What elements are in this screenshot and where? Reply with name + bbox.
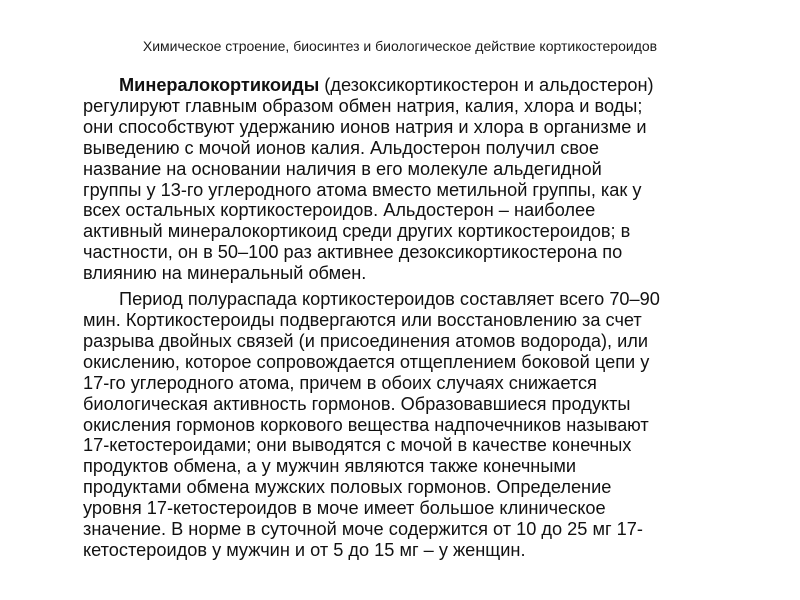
- paragraph-mineralocorticoids: [83, 75, 761, 284]
- slide-body: [83, 75, 761, 561]
- line-text: (дезоксикортикостерон и альдостерон): [319, 75, 654, 95]
- paragraph-line: активный минералокортикоид среди других кортикостероидов; в: [83, 221, 631, 242]
- paragraph-line: выведению с мочой ионов калия. Альдостерон получил свое: [83, 137, 600, 158]
- paragraph-line: 17-го углеродного атома, причем в обоих случаях снижается: [83, 372, 597, 393]
- paragraph-line: [83, 75, 761, 96]
- paragraph-half-life: [83, 289, 761, 561]
- paragraph-line: группы у 13-го углеродного атома вместо метильной группы, как у: [83, 179, 642, 200]
- paragraph-line: продуктов обмена, а у мужчин являются также конечными: [83, 456, 577, 477]
- paragraph-line: всех остальных кортикостероидов. Альдостерон – наиболее: [83, 200, 596, 221]
- term-mineralocorticoids: Минералокортикоиды: [119, 75, 320, 95]
- paragraph-line: биологическая активность гормонов. Образовавшиеся продукты: [83, 393, 631, 414]
- paragraph-line: Период полураспада кортикостероидов составляет всего 70–90: [119, 289, 660, 310]
- paragraph-line: разрыва двойных связей (и присоединения атомов водорода), или: [83, 330, 649, 351]
- paragraph-line: название на основании наличия в его молекуле альдегидной: [83, 158, 602, 179]
- paragraph-line: кетостероидов у мужчин и от 5 до 15 мг – у женщин.: [83, 539, 526, 560]
- paragraph-line: продуктами обмена мужских половых гормонов. Определение: [83, 477, 612, 498]
- paragraph-line: регулируют главным образом обмен натрия, калия, хлора и воды;: [83, 95, 643, 116]
- paragraph-line: влиянию на минеральный обмен.: [83, 263, 367, 284]
- paragraph-line: значение. В норме в суточной моче содержится от 10 до 25 мг 17-: [83, 519, 643, 540]
- paragraph-line: окисления гормонов коркового вещества надпочечников называют: [83, 414, 649, 435]
- paragraph-line: уровня 17-кетостероидов в моче имеет большое клиническое: [83, 498, 606, 519]
- paragraph-line: окислению, которое сопровождается отщеплением боковой цепи у: [83, 351, 650, 372]
- paragraph-line: мин. Кортикостероиды подвергаются или восстановлению за счет: [83, 309, 642, 330]
- paragraph-line: они способствуют удержанию ионов натрия и хлора в организме и: [83, 116, 647, 137]
- slide-title: Химическое строение, биосинтез и биологическое действие кортикостероидов: [142, 38, 658, 54]
- paragraph-line: 17-кетостероидами; они выводятся с мочой в качестве конечных: [83, 435, 632, 456]
- paragraph-line: частности, он в 50–100 раз активнее дезоксикортикостерона по: [83, 242, 623, 263]
